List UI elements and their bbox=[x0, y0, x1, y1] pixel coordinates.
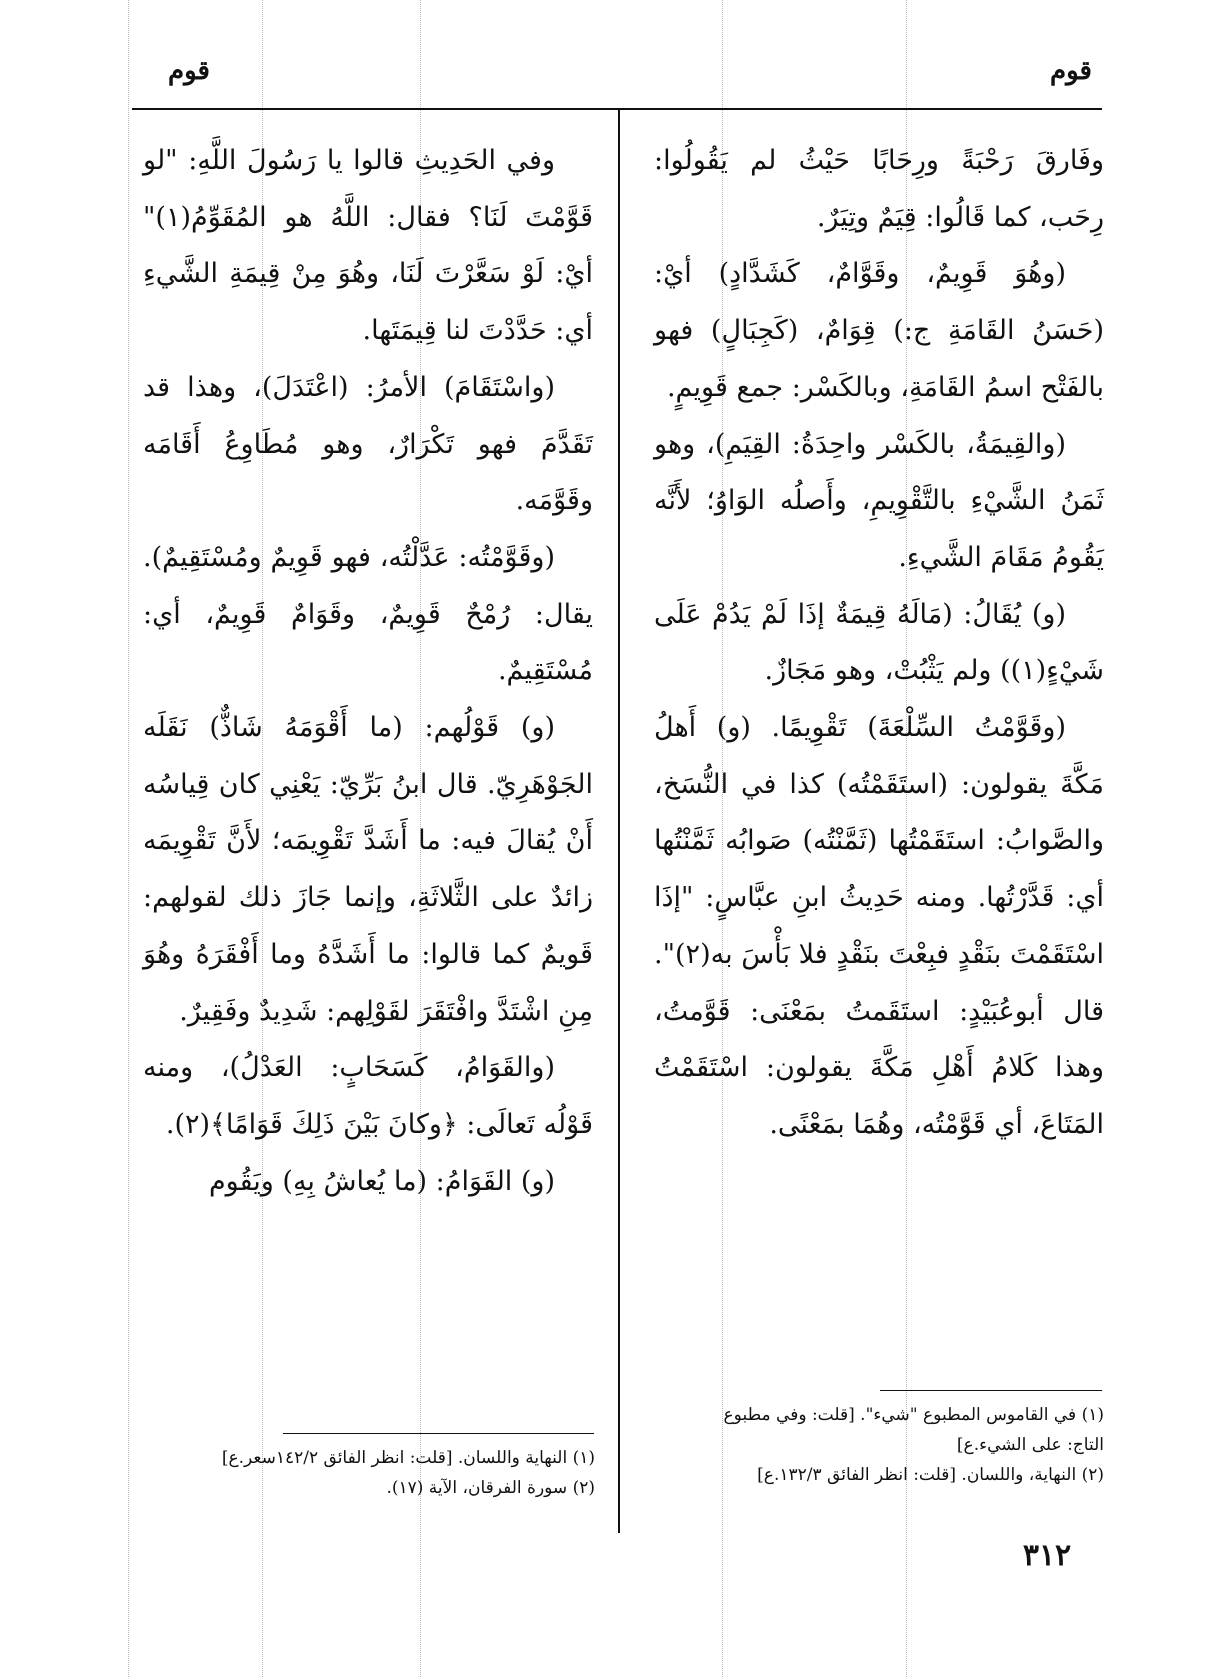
left-text-column bbox=[143, 133, 593, 1210]
page-number: ٣١٢ bbox=[1022, 1538, 1072, 1573]
header-rule bbox=[132, 108, 1102, 110]
footnote-line: التاج: على الشيء.ع] bbox=[956, 1435, 1104, 1455]
running-header-right: قوم bbox=[1050, 56, 1092, 86]
footnote-rule-left bbox=[283, 1433, 594, 1434]
footnote-line: (١) النهاية واللسان. [قلت: انظر الفائق ١٤٢/٢سعر.ع] bbox=[221, 1448, 595, 1468]
paragraph: (و) يُقَالُ: (مَالَهُ قِيمَةٌ إذَا لَمْ يَدُمْ عَلَى شَيْءٍ(١)) ولم يَثْبُتْ، وهو مَجَازٌ. bbox=[654, 598, 1104, 687]
paragraph: (وقَوَّمْتُه: عَدَّلْتُه، فهو قَوِيمٌ ومُسْتَقِيمٌ). يقال: رُمْحٌ قَوِيمٌ، وقَوَامٌ قَوِيمٌ، أي: مُسْتَقِيمٌ. bbox=[143, 541, 593, 687]
footnote-line: (٢) سورة الفرقان، الآية (١٧). bbox=[386, 1478, 595, 1498]
footnote-line: (٢) النهاية، واللسان. [قلت: انظر الفائق ١٣٢/٣.ع] bbox=[757, 1465, 1104, 1485]
paragraph: وفي الحَدِيثِ قالوا يا رَسُولَ اللَّهِ: "لو قَوَّمْتَ لَنَا؟ فقال: اللَّهُ هو المُقَوِّمُ(١)" أيْ: لَوْ سَعَّرْتَ لَنَا، وهُوَ مِنْ قِيمَةِ الشَّيءِ أي: حَدَّدْتَ لنا قِيمَتَها. bbox=[143, 145, 593, 347]
paragraph: (وقَوَّمْتُ السِّلْعَةَ) تَقْوِيمًا. (و) أَهلُ مَكَّةَ يقولون: (استَقَمْتُه) كذا في النُّسَخ، والصَّوابُ: استَقَمْتُها (ثَمَّنْتُه) صَوابُه ثَمَّنْتُها أي: قَدَّرْتُها. ومنه حَدِيثُ ابنِ عبَّاسٍ: "إذَا اسْتَقَمْتَ بنَقْدٍ فبِعْتَ بنَقْدٍ فلا بَأْسَ به(٢)". قال أبوعُبَيْدٍ: استَقَمتُ بمَعْنَى: قَوَّمتُ، وهذا كَلامُ أَهْلِ مَكَّةَ يقولون: اسْتَقَمْتُ المَتَاعَ، أي قَوَّمْتُه، وهُمَا بمَعْنًى. bbox=[654, 712, 1104, 1140]
right-text-column bbox=[654, 133, 1104, 1154]
paragraph: (واسْتَقَامَ) الأمرُ: (اعْتَدَلَ)، وهذا قد تَقَدَّمَ فهو تَكْرَارٌ، وهو مُطَاوِعُ أَقَامَه وقَوَّمَه. bbox=[143, 371, 593, 517]
footnote-line: (١) في القاموس المطبوع "شيء". [قلت: وفي مطبوع bbox=[723, 1405, 1104, 1425]
footnotes-left bbox=[143, 1443, 595, 1503]
paragraph: (والقَوَامُ، كَسَحَابٍ: العَدْلُ)، ومنه قَوْلُه تَعالَى: ﴿وكانَ بَيْنَ ذَلِكَ قَوَامًا﴾(٢). bbox=[143, 1052, 593, 1140]
paragraph: (والقِيمَةُ، بالكَسْر واحِدَةُ: القِيَمِ)، وهو ثَمَنُ الشَّيْءِ بالتَّقْوِيمِ، وأَصلُه الوَاوُ؛ لأَنَّه يَقُومُ مَقَامَ الشَّيءِ. bbox=[654, 428, 1104, 573]
paragraph: وفَارقَ رَحْبَةً ورِحَابًا حَيْثُ لم يَقُولُوا: رِحَب، كما قَالُوا: قِيَمٌ وتِيَرٌ. bbox=[654, 145, 1104, 233]
footnotes-right bbox=[654, 1400, 1104, 1490]
footnote-rule-right bbox=[880, 1390, 1102, 1391]
paragraph: (و) القَوَامُ: (ما يُعاشُ بِهِ) ويَقُوم bbox=[208, 1165, 555, 1197]
scan-dotted-line bbox=[128, 0, 129, 1677]
paragraph: (وهُوَ قَوِيمٌ، وقَوَّامٌ، كَشَدَّادٍ) أيْ: (حَسَنُ القَامَةِ ج:) قِوَامٌ، (كَجِبَالٍ) فهو بالفَتْح اسمُ القَامَةِ، وبالكَسْر: جمع قَوِيمٍ. bbox=[654, 258, 1104, 403]
paragraph: (و) قَوْلُهم: (ما أَقْوَمَهُ شَاذٌّ) نَقَلَه الجَوْهَرِيّ. قال ابنُ بَرِّيّ: يَعْنِي كان قِياسُه أَنْ يُقالَ فيه: ما أَشَدَّ تَقْوِيمَه؛ لأَنَّ تَقْوِيمَه زائدٌ على الثَّلاثَةِ، وإنما جَازَ ذلك لقولهم: قَويمٌ كما قالوا: ما أَشَدَّهُ وما أَفْقَرَهُ وهُوَ مِنِ اشْتَدَّ وافْتَقَرَ لقَوْلِهم: شَدِيدٌ وفَقِيرٌ. bbox=[143, 712, 593, 1027]
column-divider bbox=[618, 108, 620, 1533]
running-header-left: قوم bbox=[168, 56, 210, 86]
